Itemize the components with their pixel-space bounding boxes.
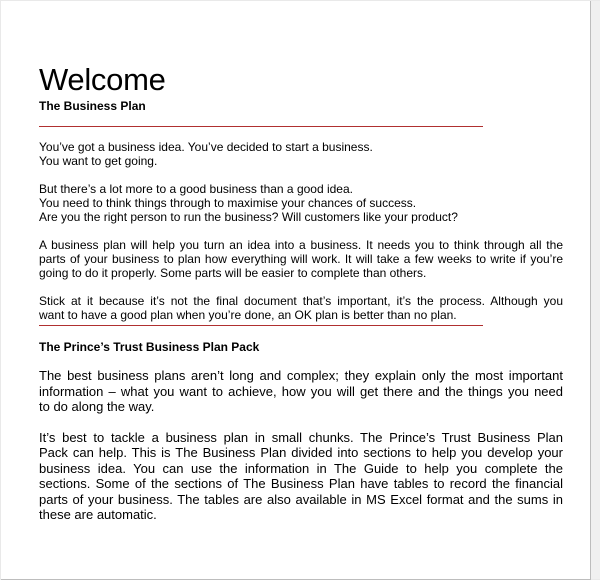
intro-paragraph-4 xyxy=(39,294,563,322)
text-line: to do along the way. xyxy=(39,399,155,414)
text-line: parts of your business. The tables are also available in MS Excel format and the sums in xyxy=(39,491,563,507)
intro-paragraph-1 xyxy=(39,140,563,168)
intro-paragraph-2 xyxy=(39,182,563,224)
divider-rule xyxy=(39,126,483,127)
text-line: business idea. You can use the information in The Guide to help you complete the xyxy=(39,460,563,476)
text-line: You need to think things through to maximise your chances of success. xyxy=(39,196,417,210)
text-line: want to have a good plan when you’re done, an OK plan is better than no plan. xyxy=(39,308,457,322)
text-line: The best business plans aren’t long and complex; they explain only the most important xyxy=(39,368,563,383)
text-line: You want to get going. xyxy=(39,154,158,168)
text-line: Stick at it because it’s not the final document that’s important, it’s the process. Although you xyxy=(39,294,563,308)
vertical-scrollbar[interactable] xyxy=(591,1,600,579)
text-line: information – what you want to achieve, how you will get there and the things you need xyxy=(39,383,563,399)
text-line: A business plan will help you turn an idea into a business. It needs you to think through all the xyxy=(39,238,563,252)
document-page xyxy=(1,1,591,580)
intro-section xyxy=(39,140,563,322)
section-paragraph-2 xyxy=(39,430,563,523)
document-content xyxy=(39,63,563,523)
text-line: You’ve got a business idea. You’ve decided to start a business. xyxy=(39,140,373,154)
text-line: going to do it properly. Some parts will be easier to complete than others. xyxy=(39,266,427,280)
divider-rule xyxy=(39,325,483,326)
text-line: Pack can help. This is The Business Plan divided into sections to help you develop your xyxy=(39,445,563,460)
text-line: Are you the right person to run the business? Will customers like your product? xyxy=(39,210,458,224)
text-line: It’s best to tackle a business plan in small chunks. The Prince’s Trust Business Plan xyxy=(39,429,563,445)
intro-paragraph-3 xyxy=(39,238,563,280)
text-line: these are automatic. xyxy=(39,507,157,522)
page-title: Welcome xyxy=(39,62,166,97)
text-line: But there’s a lot more to a good business than a good idea. xyxy=(39,182,353,196)
text-line: parts of your business to plan how everything will work. It will take a few weeks to write if you’re xyxy=(39,252,563,266)
section-heading: The Prince’s Trust Business Plan Pack xyxy=(39,340,260,354)
text-line: sections. Some of the sections of The Business Plan have tables to record the financial xyxy=(39,476,563,491)
section-body xyxy=(39,368,563,523)
page-subtitle: The Business Plan xyxy=(39,99,146,113)
section-paragraph-1 xyxy=(39,368,563,415)
